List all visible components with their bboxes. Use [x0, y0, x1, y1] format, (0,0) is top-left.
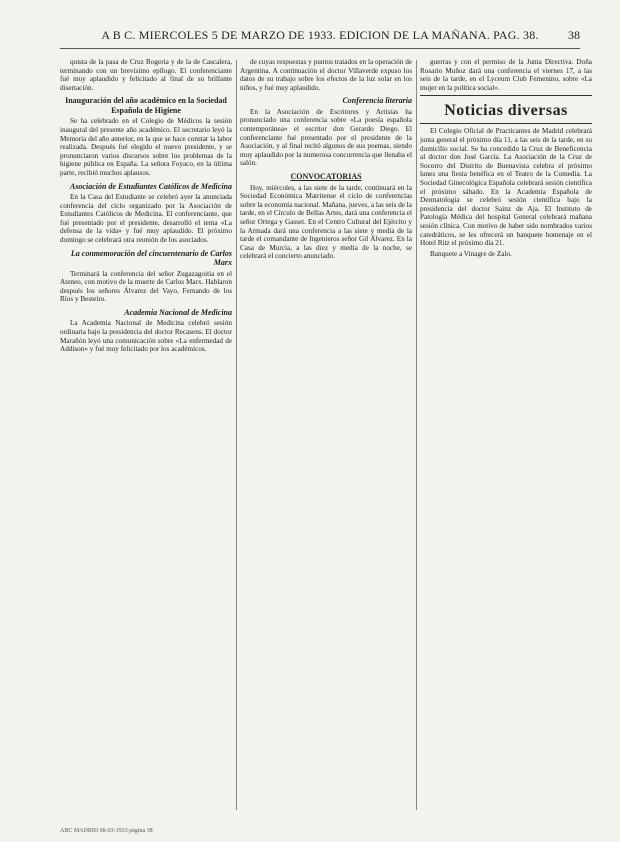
col1-section1-body: Se ha celebrado en el Colegio de Médicos la sesión inaugural del presente año académico. El secretario leyó la Memoria del año anterior, en la que se hace constar la labor realizada. Después fué elegido el nuevo presidente, y se pronunciaron varios discursos sobre los problemas de la higiene pública en España. La señora Foyaco, en la última parte, recibió muchos aplausos.	[60, 117, 232, 177]
column-separator-1	[236, 60, 237, 810]
page-number: 38	[568, 28, 580, 42]
col1-section2-title: Asociación de Estudiantes Católicos de Medicina	[69, 181, 232, 191]
col3-title-rule-top	[420, 95, 592, 96]
col1-section4-body: La Academia Nacional de Medicina celebró sesión ordinaria bajo la presidencia del doctor Recasens. El doctor Marañón leyó una comunicación sobre «La enfermedad de Addison» y fué muy felicitado por los académicos.	[60, 319, 232, 354]
column-1	[60, 58, 232, 818]
col3-end-text: Banquete a Vinagre de Zalo.	[430, 249, 512, 258]
col3-body: El Colegio Oficial de Practicantes de Madrid celebrará junta general el próximo día 11, a las seis de la tarde, en su domicilio social. Se ha concedido la Cruz de Beneficencia al doctor don José García. La Asociación de la Cruz de Socorro del Distrito de Buenavista celebra el próximo lunes una fiesta benéfica en el Teatro de la Comedia. La Sociedad Ginecológica Española celebrará sesión científica el próximo sábado. En la Academia Española de Dermatología se celebró sesión científica bajo la presidencia del doctor Sainz de Aja. El Instituto de Patología Médica del hospital General celebrará mañana sesión clínica. Con motivo de haber sido nombrados varios catedráticos, se les ofrecerá un banquete homenaje en el Hotel Ritz el próximo día 21.	[420, 127, 592, 248]
col2-top-text: de cuyas respuestas y puntos tratados en la operación de Argentina. A continuación el doctor Villaverde expuso los datos de su trabajo sobre los efectos de la luz solar en los niños, y fué muy aplaudido.	[240, 58, 412, 92]
col1-section2-body: En la Casa del Estudiante se celebró ayer la anunciada conferencia del ciclo organizado por la Asociación de Estudiantes Católicos de Medicina. El conferenciante, que fué presentado por el presidente, desarrolló el tema «La defensa de la vida» y fué muy aplaudido. El próximo domingo se celebrará otra reunión de los asociados.	[60, 193, 232, 244]
col1-section3-body: Terminará la conferencia del señor Zugazagoitia en el Ateneo, con motivo de la muerte de Carlos Marx. Hablaron después los señores Álvarez del Vayo, Fernando de los Ríos y Besteiro.	[60, 269, 232, 304]
col2-section1-body: En la Asociación de Escritores y Artistas ha pronunciado una conferencia sobre «La poesía española contemporánea» el escritor don Gerardo Diego. El conferenciante fué presentado por el presidente de la Asociación, y al final recitó algunos de sus poemas, siendo muy aplaudido por la numerosa concurrencia que llenaba el salón.	[240, 107, 412, 168]
header-rule	[60, 48, 580, 49]
page-header: A B C. MIERCOLES 5 DE MARZO DE 1933. EDICION DE LA MAÑANA. PAG. 38.	[101, 28, 539, 42]
column-3	[420, 58, 592, 818]
col2-section1-title: Conferencia literaria	[342, 96, 412, 106]
col3-big-title: Noticias diversas	[444, 102, 568, 120]
col1-top-text: quista de la pasa de Cruz Rogeria y de la de Cascalera, terminando con un brevísimo epílogo. El conferenciante fué muy aplaudido y felicitado al final de su brillante disertación.	[60, 58, 232, 92]
col1-section1-title: Inauguración del año académico en la Sociedad Española de Higiene	[65, 96, 227, 115]
column-2	[240, 58, 412, 818]
page-footer: ABC MADRID 08-03-1933 página 38	[60, 828, 153, 834]
col3-title-rule-bottom	[420, 123, 592, 124]
col3-top-text: guerras y con el permiso de la Junta Directiva. Doña Rosario Muñoz dará una conferencia el viernes 17, a las seis de la tarde, en el Lyceum Club Femenino, sobre «La mujer en la política social».	[420, 58, 592, 92]
col2-section2-title: CONVOCATORIAS	[290, 172, 362, 182]
column-separator-2	[416, 60, 417, 810]
col2-section2-body: Hoy, miércoles, a las siete de la tarde, continuará en la Sociedad Económica Matritense el ciclo de conferencias sobre la economía nacional. Mañana, jueves, a las seis de la tarde, en el Círculo de Bellas Artes, dará una conferencia el señor Ortega y Gasset. En el Centro Cultural del Ejército y la Armada dará una conferencia a las siete y media de la tarde el comandante de Ingenieros señor Gil Álvarez. En la Casa de Murcia, a las diez y media de la noche, se celebrará el concierto anunciado.	[240, 183, 412, 261]
col1-section3-title: La conmemoración del cincuentenario de Carlos Marx	[70, 248, 232, 268]
col1-section4-title: Academia Nacional de Medicina	[124, 307, 232, 317]
